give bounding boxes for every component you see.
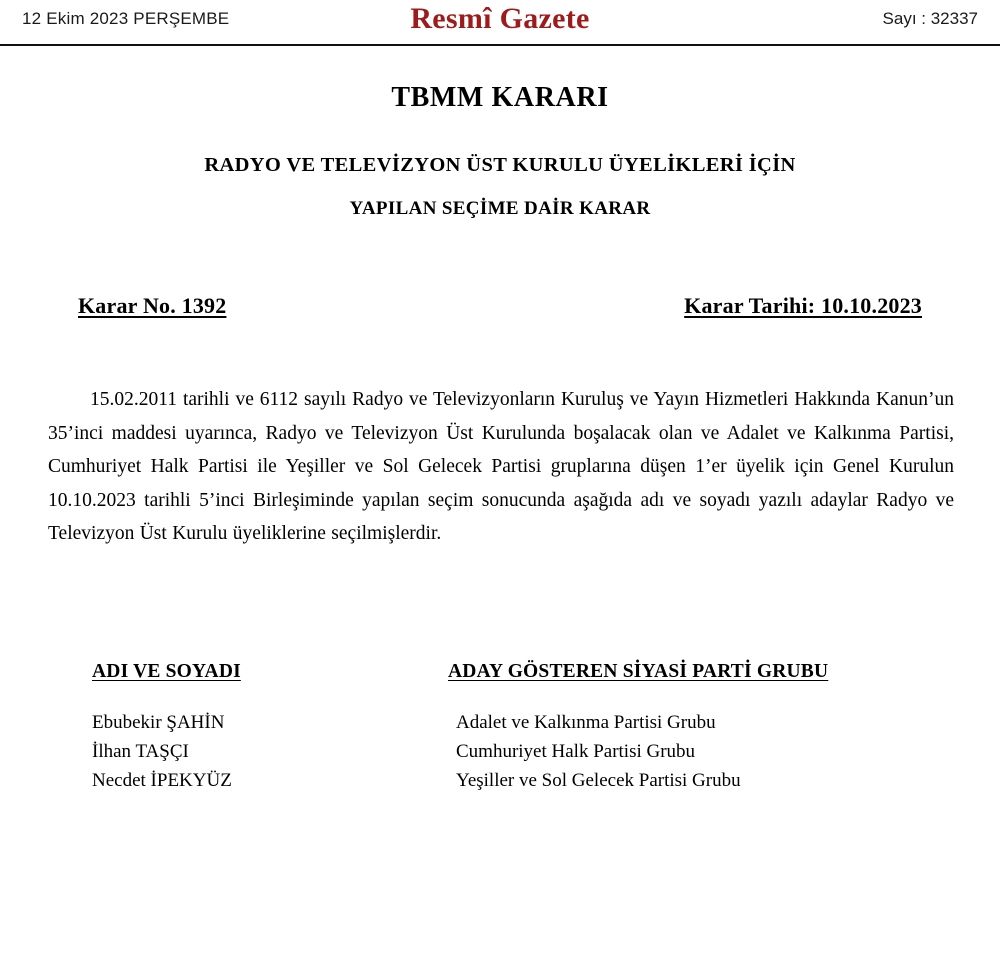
member-name: Necdet İPEKYÜZ: [92, 769, 232, 791]
gazette-brand-title: Resmî Gazete: [410, 2, 590, 35]
column-header-party: [426, 661, 954, 683]
subtitle-line-1: RADYO VE TELEVİZYON ÜST KURULU ÜYELİKLERİ İÇİN: [204, 154, 796, 176]
member-name: Ebubekir ŞAHİN: [92, 711, 225, 733]
decision-meta-row: [0, 293, 1000, 319]
table-row: [46, 709, 954, 738]
table-row: [46, 738, 954, 767]
column-header-name: [46, 661, 426, 683]
column-header-party-label: ADAY GÖSTEREN SİYASİ PARTİ GRUBU: [448, 660, 829, 682]
member-party: Yeşiller ve Sol Gelecek Partisi Grubu: [456, 769, 741, 791]
table-body: [46, 709, 954, 796]
table-row: [46, 767, 954, 796]
decision-number: Karar No. 1392: [78, 293, 227, 319]
masthead: [0, 0, 1000, 46]
publication-date: 12 Ekim 2023 PERŞEMBE: [22, 9, 230, 28]
decision-body-text: 15.02.2011 tarihli ve 6112 sayılı Radyo ve Televizyonların Kuruluş ve Yayın Hizmetleri Hakkında Kanun’un 35’inci maddesi uyarınca, Radyo ve Televizyon Üst Kurulunda boşalacak olan ve Adalet ve Kalkınma Partisi, Cumhuriyet Halk Partisi ile Yeşiller ve Sol Gelecek Partisi gruplarına düşen 1’er üyelik için Genel Kurulun 10.10.2023 tarihli 5’inci Birleşiminde yapılan seçim sonucunda aşağıda adı ve soyadı yazılı adaylar Radyo ve Televizyon Üst Kurulu üyeliklerine seçilmişlerdir.: [48, 389, 954, 545]
decision-date: Karar Tarihi: 10.10.2023: [684, 293, 922, 319]
table-header-row: [46, 661, 954, 683]
subtitle-line-2: YAPILAN SEÇİME DAİR KARAR: [349, 197, 651, 219]
member-party: Adalet ve Kalkınma Partisi Grubu: [456, 711, 716, 733]
page-title: TBMM KARARI: [391, 82, 609, 113]
document-subtitle: [0, 152, 1000, 221]
elected-members-table: [0, 661, 1000, 796]
member-name: İlhan TAŞÇI: [92, 740, 189, 762]
issue-number: Sayı : 32337: [882, 9, 978, 28]
member-party: Cumhuriyet Halk Partisi Grubu: [456, 740, 696, 762]
column-header-name-label: ADI VE SOYADI: [92, 660, 241, 682]
